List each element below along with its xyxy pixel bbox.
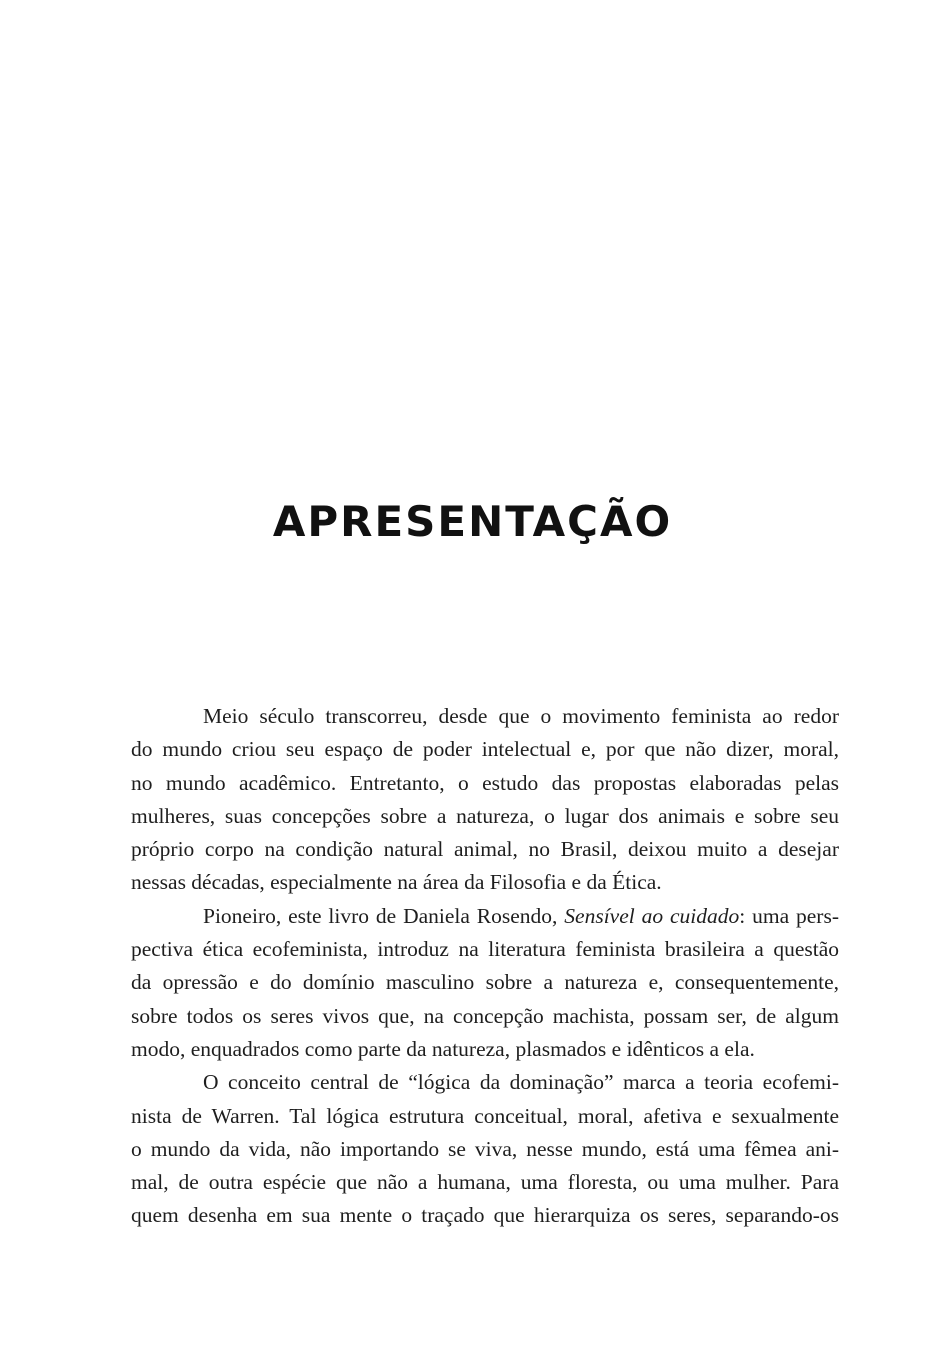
book-title-italic: Sensível ao cuidado xyxy=(564,903,740,928)
text-line: O conceito central de “lógica da dominação” marca a teoria ecofemi- xyxy=(203,1070,839,1095)
text-run: Pioneiro, este livro de Daniela Rosendo, xyxy=(203,903,565,928)
text-line: mulheres, suas concepções sobre a natureza, o lugar dos animais e sobre seu xyxy=(131,803,839,828)
body-text xyxy=(131,700,839,1233)
text-line: modo, enquadrados como parte da natureza, plasmados e idênticos a ela. xyxy=(131,1036,755,1061)
text-line: Meio século transcorreu, desde que o movimento feminista ao redor xyxy=(203,704,839,728)
text-line: próprio corpo na condição natural animal, no Brasil, deixou muito a desejar xyxy=(131,837,839,862)
text-line: sobre todos os seres vivos que, na concepção machista, possam ser, de algum xyxy=(131,1003,839,1028)
text-line: nessas décadas, especialmente na área da Filosofia e da Ética. xyxy=(131,870,662,895)
text-line: do mundo criou seu espaço de poder intelectual e, por que não dizer, moral, xyxy=(131,737,839,762)
text-line: mal, de outra espécie que não a humana, uma floresta, ou uma mulher. Para xyxy=(131,1170,839,1195)
text-line: pectiva ética ecofeminista, introduz na literatura feminista brasileira a questão xyxy=(131,937,839,962)
paragraph-1 xyxy=(131,700,839,900)
text-line: o mundo da vida, não importando se viva, nesse mundo, está uma fêmea ani- xyxy=(131,1136,839,1161)
paragraph-2 xyxy=(131,900,839,1066)
text-line xyxy=(131,900,839,933)
text-run: : uma pers- xyxy=(739,903,839,928)
text-line: no mundo acadêmico. Entretanto, o estudo das propostas elaboradas pelas xyxy=(131,770,839,795)
paragraph-3 xyxy=(131,1066,839,1232)
text-line: nista de Warren. Tal lógica estrutura conceitual, moral, afetiva e sexualmente xyxy=(131,1103,839,1128)
chapter-title: APRESENTAÇÃO xyxy=(272,497,673,546)
text-line: quem desenha em sua mente o traçado que hierarquiza os seres, separando-os xyxy=(131,1203,839,1228)
text-line: da opressão e do domínio masculino sobre a natureza e, consequentemente, xyxy=(131,970,839,995)
